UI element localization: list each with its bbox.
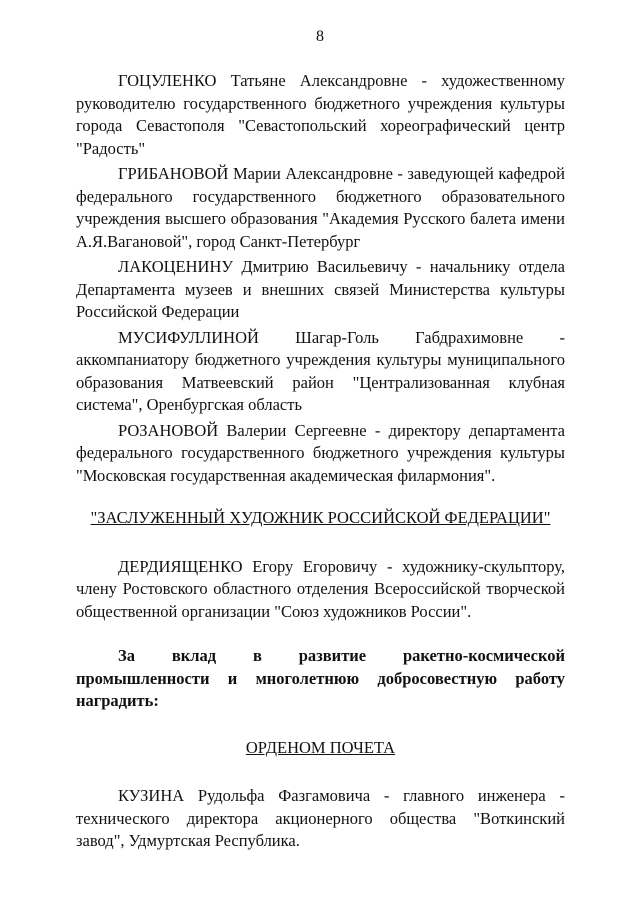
awardee-paragraph: МУСИФУЛЛИНОЙ Шагар-Голь Габдрахимовне - аккомпаниатору бюджетного учреждения культуры муниципального образования Матвеевский район "Централизованная клубная система", Оренбургская область <box>76 327 565 414</box>
awardee-paragraph: ГОЦУЛЕНКО Татьяне Александровне - художественному руководителю государственного бюджетного учреждения культуры города Севастополя "Севастопольский хореографический центр "Радость" <box>76 71 565 158</box>
awardee-paragraph: ДЕРДИЯЩЕНКО Егору Егоровичу - художнику-скульптору, члену Ростовского областного отделения Всероссийской творческой общественной организации "Союз художников России". <box>76 556 565 621</box>
awardee-paragraph: РОЗАНОВОЙ Валерии Сергеевне - директору департамента федерального государственного бюджетного учреждения культуры "Московская государственная академическая филармония". <box>76 420 565 485</box>
awardee-paragraph: ГРИБАНОВОЙ Марии Александровне - заведующей кафедрой федерального государственного бюджетного образовательного учреждения высшего образования "Академия Русского балета имени А.Я.Вагановой", город Санкт-Петербург <box>76 164 565 251</box>
awardee-paragraph: ЛАКОЦЕНИНУ Дмитрию Васильевичу - начальнику отдела Департамента музеев и внешних связей Министерства культуры Российской Федерации <box>76 257 565 321</box>
award-intro-text: За вклад в развитие ракетно-космической промышленности и многолетнюю добросовестную работу наградить: <box>76 646 565 710</box>
document-body <box>76 70 565 856</box>
section-title-honored-artist: "ЗАСЛУЖЕННЫЙ ХУДОЖНИК РОССИЙСКОЙ ФЕДЕРАЦИИ" <box>90 508 551 527</box>
page-number: 8 <box>316 28 324 45</box>
awardee-paragraph: КУЗИНА Рудольфа Фазгамовича - главного инженера - технического директора акционерного общества "Воткинский завод", Удмуртская Республика. <box>76 786 565 850</box>
section-title-order: ОРДЕНОМ ПОЧЕТА <box>245 737 396 757</box>
